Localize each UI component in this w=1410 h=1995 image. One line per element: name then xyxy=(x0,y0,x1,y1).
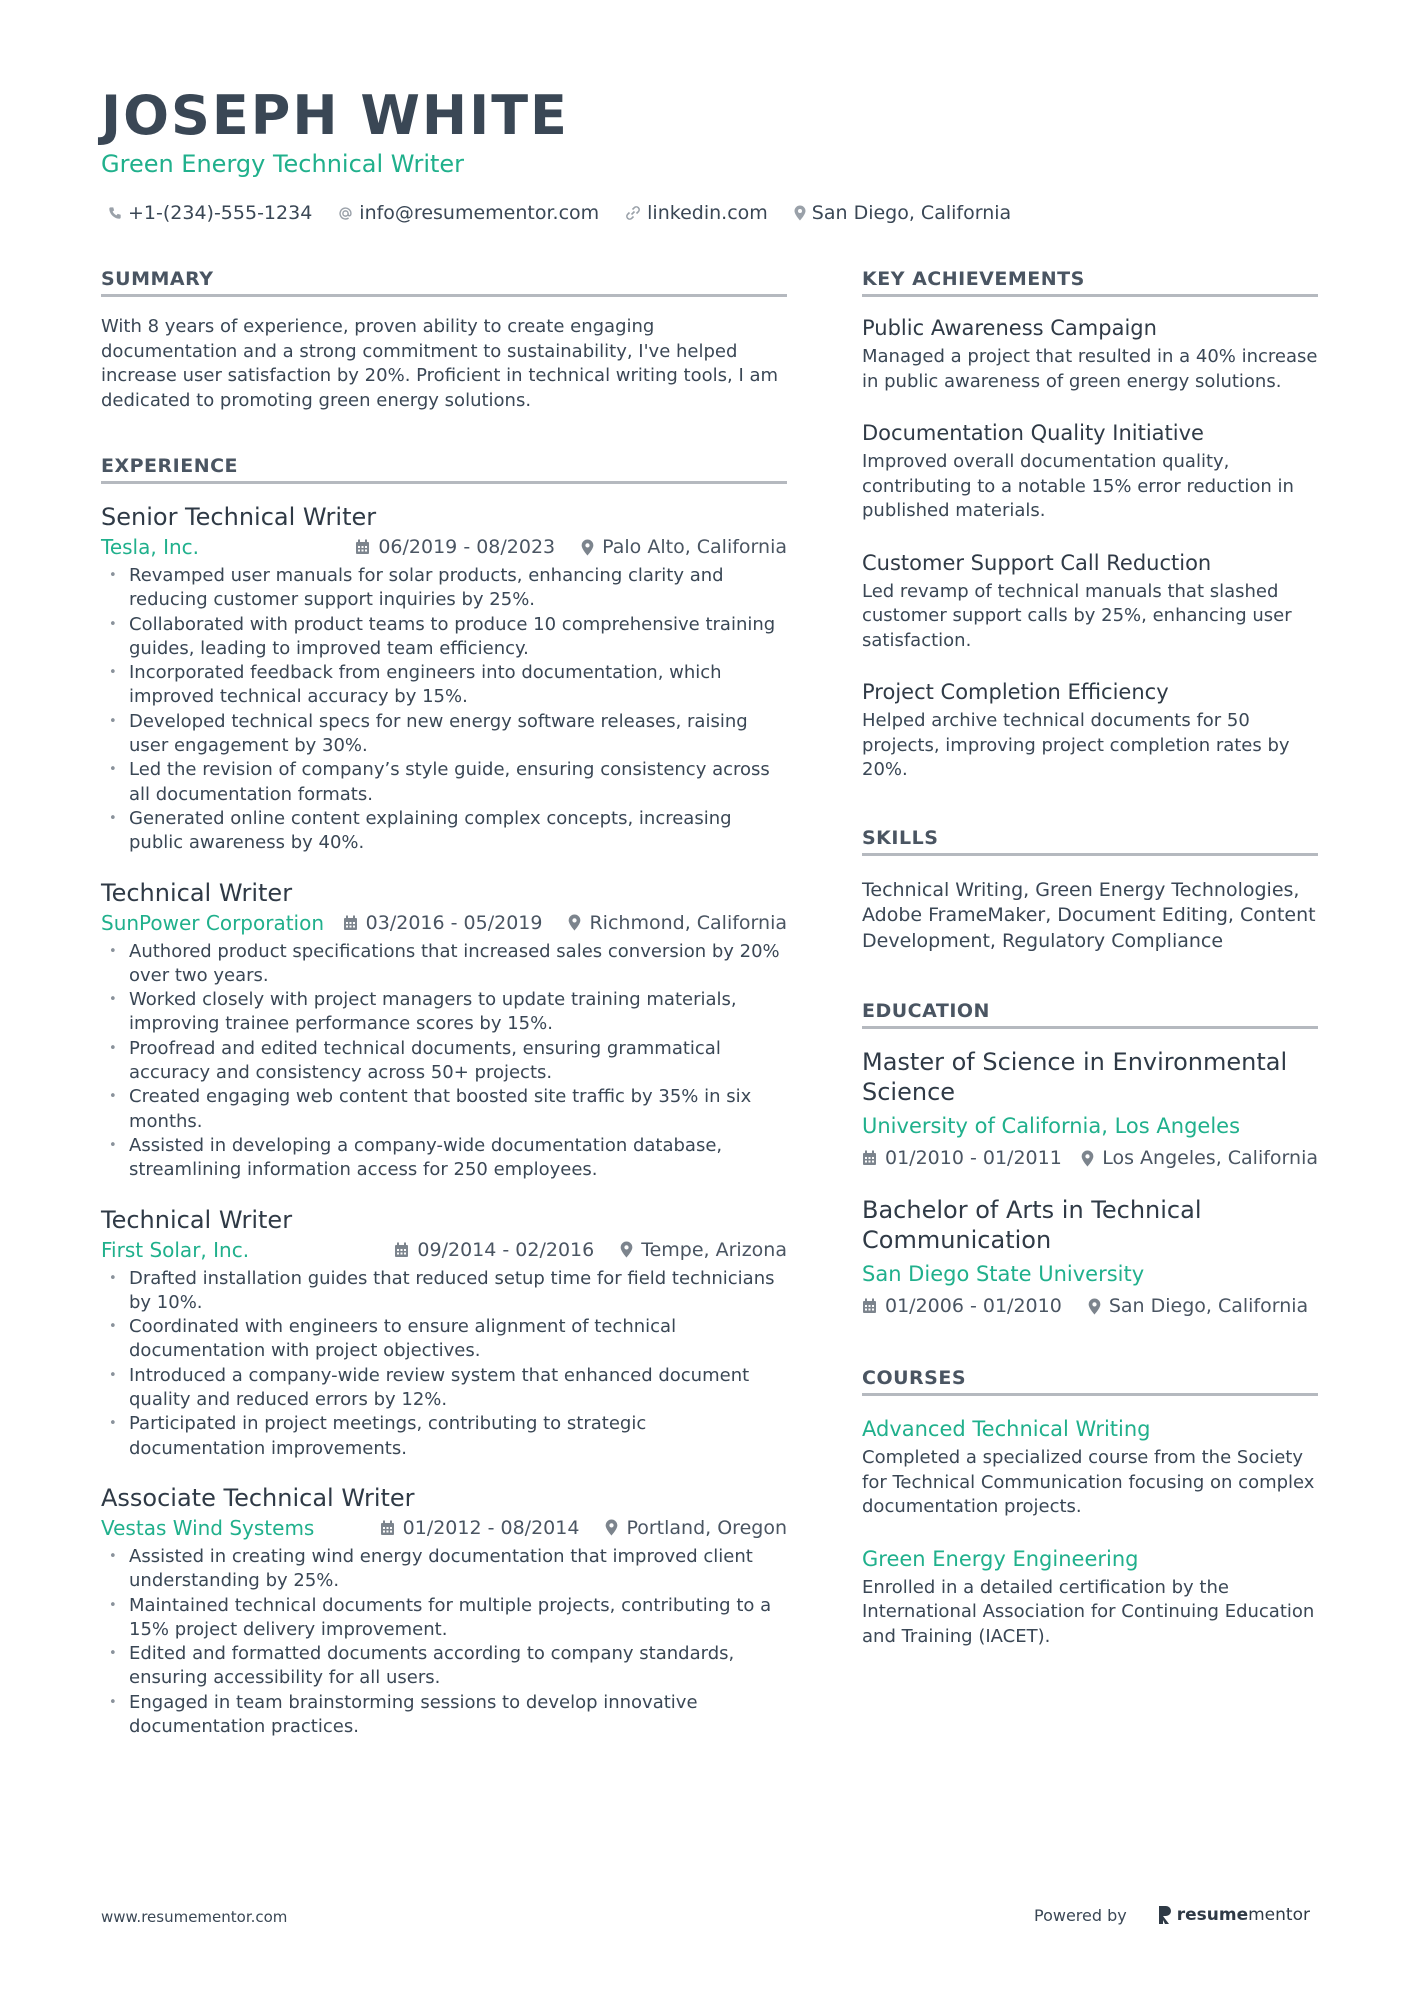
education-item xyxy=(862,1195,1318,1321)
company-name: First Solar, Inc. xyxy=(101,1237,250,1262)
company-name: Tesla, Inc. xyxy=(101,535,199,559)
job-meta xyxy=(101,532,787,562)
achievement-item xyxy=(862,677,1318,783)
brand-name-light: mentor xyxy=(1248,1905,1310,1925)
skills-text: Technical Writing, Green Energy Technologies, Adobe FrameMaker, Document Editing, Content Development, Regulatory Compliance xyxy=(862,878,1316,952)
calendar-icon xyxy=(343,915,358,931)
bullet-item: • Developed technical specs for new energy software releases, raising user engagement by 30%. xyxy=(101,710,787,759)
section-title: EXPERIENCE xyxy=(101,455,787,484)
phone-text: +1-(234)-555-1234 xyxy=(128,202,313,224)
contact-location xyxy=(794,202,1011,224)
education-dates: 01/2006 - 01/2010 xyxy=(885,1295,1062,1317)
brand-name-bold: resume xyxy=(1176,1905,1249,1925)
job-entry xyxy=(101,1205,787,1461)
course-item xyxy=(862,1414,1318,1520)
job-location: Richmond, California xyxy=(589,911,787,934)
footer-branding xyxy=(1034,1905,1310,1925)
contact-phone xyxy=(108,202,312,224)
courses-section xyxy=(862,1367,1318,1649)
education-meta xyxy=(862,1291,1318,1321)
calendar-icon xyxy=(862,1298,877,1314)
job-location: Portland, Oregon xyxy=(626,1516,787,1539)
bullet-item: • Assisted in developing a company-wide documentation database, streamlining information access for 250 employees. xyxy=(101,1134,787,1183)
education-school: San Diego State University xyxy=(862,1262,1145,1286)
left-column xyxy=(101,268,787,1739)
phone-icon xyxy=(108,206,122,220)
contact-linkedin[interactable] xyxy=(625,202,768,224)
achievement-desc: Helped archive technical documents for 50 projects, improving project completion rates by 20%. xyxy=(862,710,1290,780)
bullet-item: • Maintained technical documents for multiple projects, contributing to a 15% project delivery improvement. xyxy=(101,1594,787,1643)
job-date-location xyxy=(394,1235,787,1265)
education-item xyxy=(862,1047,1318,1173)
bullet-item: • Proofread and edited technical documents, ensuring grammatical accuracy and consistency across 50+ projects. xyxy=(101,1037,787,1086)
achievement-item xyxy=(862,418,1318,524)
job-bullets xyxy=(101,1545,787,1739)
job-title: Associate Technical Writer xyxy=(101,1483,415,1512)
bullet-item: • Incorporated feedback from engineers into documentation, which improved technical accuracy by 15%. xyxy=(101,661,787,710)
achievement-title: Public Awareness Campaign xyxy=(862,316,1157,340)
bullet-item: • Introduced a company-wide review system that enhanced document quality and reduced errors by 12%. xyxy=(101,1364,787,1413)
map-pin-icon xyxy=(605,1519,618,1536)
location-text: San Diego, California xyxy=(811,202,1012,224)
section-title: SUMMARY xyxy=(101,268,787,297)
calendar-icon xyxy=(862,1150,877,1166)
bullet-item: • Assisted in creating wind energy documentation that improved client understanding by 25%. xyxy=(101,1545,787,1594)
bullet-item: • Drafted installation guides that reduced setup time for field technicians by 10%. xyxy=(101,1267,787,1316)
job-entry xyxy=(101,1483,787,1739)
candidate-role: Green Energy Technical Writer xyxy=(101,150,465,178)
job-date-location xyxy=(343,908,787,938)
bullet-item: • Engaged in team brainstorming sessions to develop innovative documentation practices. xyxy=(101,1691,787,1740)
linkedin-text[interactable]: linkedin.com xyxy=(647,202,768,224)
job-title: Senior Technical Writer xyxy=(101,503,377,531)
course-item xyxy=(862,1544,1318,1650)
achievements-section xyxy=(862,268,1318,783)
education-meta xyxy=(862,1143,1318,1173)
map-pin-icon xyxy=(794,205,806,221)
summary-text: With 8 years of experience, proven ability to create engaging documentation and a strong commitment to sustainability, I've helped increase user satisfaction by 20%. Proficient in technical writing tools, I am dedicated to promoting green energy solutions. xyxy=(101,316,779,411)
resumementor-logo-icon xyxy=(1157,1905,1173,1925)
course-title: Advanced Technical Writing xyxy=(862,1417,1151,1441)
bullet-item: • Generated online content explaining complex concepts, increasing public awareness by 40%. xyxy=(101,807,787,856)
bullet-item: • Collaborated with product teams to produce 10 comprehensive training guides, leading to improved team efficiency. xyxy=(101,613,787,662)
achievement-title: Documentation Quality Initiative xyxy=(862,421,1204,445)
map-pin-icon xyxy=(620,1241,633,1258)
footer-website[interactable]: www.resumementor.com xyxy=(101,1908,288,1926)
calendar-icon xyxy=(380,1520,395,1536)
contact-bar xyxy=(108,200,1037,226)
course-desc: Enrolled in a detailed certification by the International Association for Continuing Education and Training (IACET). xyxy=(862,1576,1315,1647)
candidate-name: JOSEPH WHITE xyxy=(101,84,569,147)
powered-by-label: Powered by xyxy=(1034,1905,1127,1925)
bullet-item: • Revamped user manuals for solar products, enhancing clarity and reducing customer support inquiries by 25%. xyxy=(101,564,787,613)
education-location: Los Angeles, California xyxy=(1102,1147,1318,1169)
bullet-item: • Edited and formatted documents according to company standards, ensuring accessibility for all users. xyxy=(101,1642,787,1691)
skills-section xyxy=(862,827,1318,955)
bullet-item: • Participated in project meetings, contributing to strategic documentation improvements. xyxy=(101,1412,787,1461)
job-date-location xyxy=(355,532,787,562)
bullet-item: • Coordinated with engineers to ensure alignment of technical documentation with project objectives. xyxy=(101,1315,787,1364)
achievement-item xyxy=(862,313,1318,394)
job-bullets xyxy=(101,564,787,856)
job-meta xyxy=(101,1513,787,1543)
experience-section xyxy=(101,455,787,1739)
map-pin-icon xyxy=(1081,1150,1094,1167)
job-location: Tempe, Arizona xyxy=(641,1238,787,1261)
achievement-title: Customer Support Call Reduction xyxy=(862,550,1212,575)
job-entry xyxy=(101,502,787,856)
section-title: COURSES xyxy=(862,1367,1318,1396)
email-text[interactable]: info@resumementor.com xyxy=(359,202,600,224)
education-degree: Bachelor of Arts in Technical Communication xyxy=(862,1196,1202,1254)
section-title: SKILLS xyxy=(862,827,1318,856)
job-meta xyxy=(101,908,787,938)
job-meta xyxy=(101,1235,787,1265)
education-section xyxy=(862,1000,1318,1321)
achievement-title: Project Completion Efficiency xyxy=(862,680,1169,704)
achievement-desc: Improved overall documentation quality, contributing to a notable 15% error reduction in published materials. xyxy=(862,451,1294,521)
contact-email[interactable] xyxy=(338,202,599,224)
job-location: Palo Alto, California xyxy=(602,536,787,558)
summary-section xyxy=(101,268,787,413)
job-bullets xyxy=(101,940,787,1183)
job-dates: 06/2019 - 08/2023 xyxy=(378,536,556,558)
job-dates: 01/2012 - 08/2014 xyxy=(402,1516,580,1539)
company-name: Vestas Wind Systems xyxy=(101,1515,315,1540)
calendar-icon xyxy=(394,1242,409,1258)
job-bullets xyxy=(101,1267,787,1461)
at-icon xyxy=(338,206,353,221)
course-desc: Completed a specialized course from the Society for Technical Communication focusing on complex documentation projects. xyxy=(862,1447,1315,1517)
job-entry xyxy=(101,878,787,1183)
job-dates: 09/2014 - 02/2016 xyxy=(417,1238,595,1261)
section-title: KEY ACHIEVEMENTS xyxy=(862,268,1318,297)
bullet-item: • Led the revision of company’s style guide, ensuring consistency across all documentation formats. xyxy=(101,758,787,807)
link-icon xyxy=(625,205,641,221)
section-title: EDUCATION xyxy=(862,1000,1318,1029)
job-date-location xyxy=(380,1513,787,1543)
bullet-item: • Worked closely with project managers to update training materials, improving trainee performance scores by 15%. xyxy=(101,988,787,1037)
company-name: SunPower Corporation xyxy=(101,910,325,935)
bullet-item: • Created engaging web content that boosted site traffic by 35% in six months. xyxy=(101,1085,787,1134)
education-degree: Master of Science in Environmental Science xyxy=(862,1048,1288,1106)
course-title: Green Energy Engineering xyxy=(862,1546,1139,1571)
bullet-item: • Authored product specifications that increased sales conversion by 20% over two years. xyxy=(101,940,787,989)
job-title: Technical Writer xyxy=(101,1205,293,1234)
education-dates: 01/2010 - 01/2011 xyxy=(885,1147,1062,1169)
map-pin-icon xyxy=(568,914,581,931)
achievement-item xyxy=(862,548,1318,654)
brand-logo[interactable] xyxy=(1157,1905,1310,1925)
map-pin-icon xyxy=(581,539,594,556)
achievement-desc: Managed a project that resulted in a 40% increase in public awareness of green energy solutions. xyxy=(862,346,1318,392)
education-location: San Diego, California xyxy=(1108,1295,1309,1317)
right-column xyxy=(862,268,1318,1649)
job-title: Technical Writer xyxy=(101,878,293,907)
job-dates: 03/2016 - 05/2019 xyxy=(365,911,543,934)
education-school: University of California, Los Angeles xyxy=(862,1114,1241,1138)
calendar-icon xyxy=(355,539,370,555)
map-pin-icon xyxy=(1088,1298,1101,1315)
achievement-desc: Led revamp of technical manuals that slashed customer support calls by 25%, enhancing user satisfaction. xyxy=(862,580,1292,651)
